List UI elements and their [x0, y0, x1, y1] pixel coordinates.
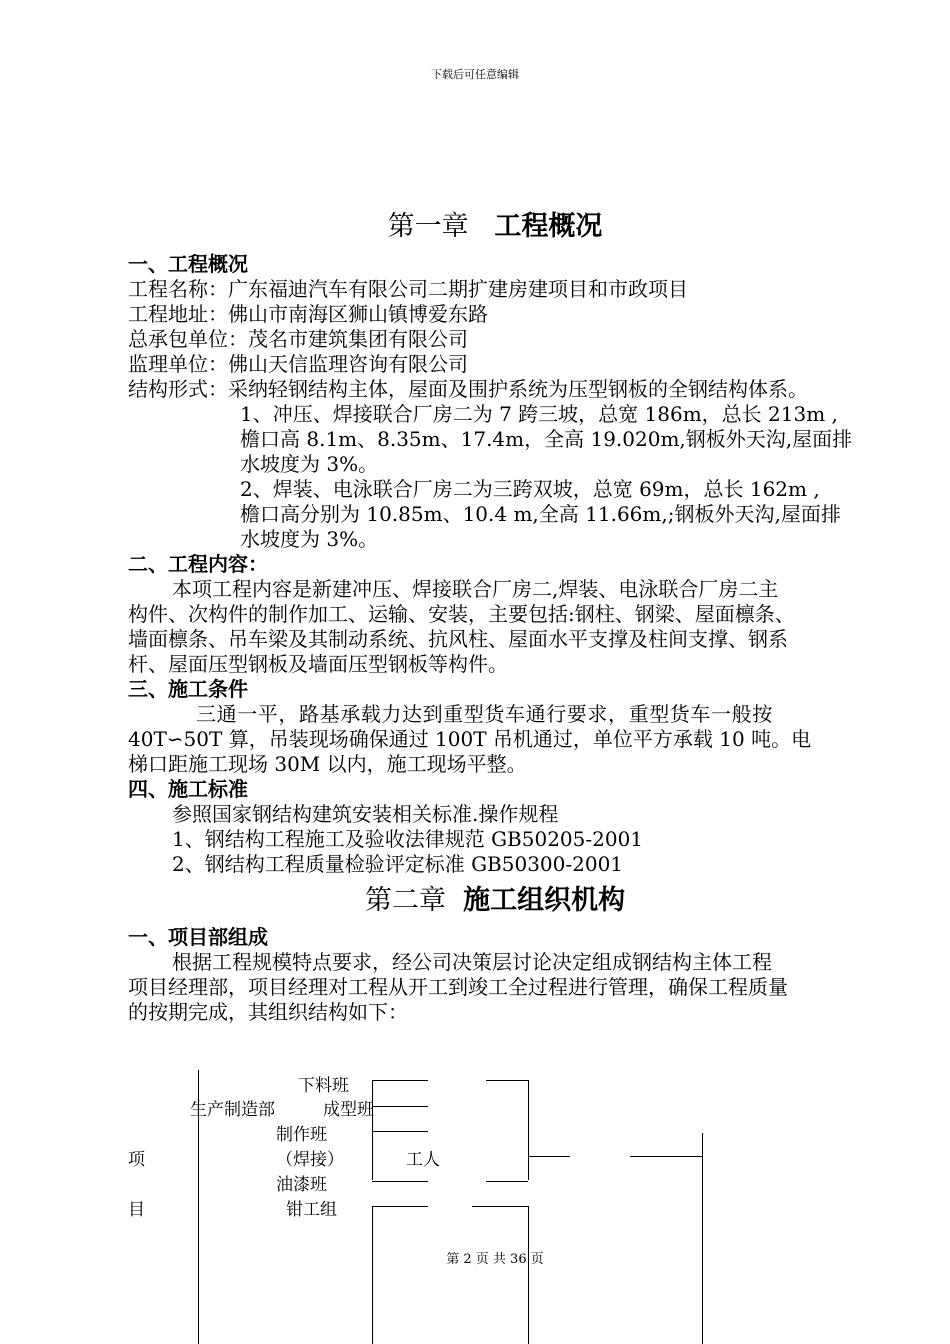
field-project-name: 工程名称：广东福迪汽车有限公司二期扩建房建项目和市政项目 — [128, 277, 688, 301]
org-team-welding-note: （焊接） — [276, 1150, 344, 1170]
structure-item-line: 水坡度为 3%。 — [240, 527, 379, 551]
paragraph-line: 墙面檩条、吊车梁及其制动系统、抗风柱、屋面水平支撑及柱间支撑、钢系 — [128, 627, 788, 651]
structure-item-line: 2、焊装、电泳联合厂房二为三跨双坡，总宽 69m，总长 162m , — [240, 477, 820, 501]
standard-line: 参照国家钢结构建筑安装相关标准.操作规程 — [172, 802, 559, 826]
org-team-forming: 成型班 — [323, 1100, 374, 1120]
org-line — [372, 1206, 373, 1344]
paragraph-line: 的按期完成，其组织结构如下： — [128, 1000, 408, 1024]
org-line — [528, 1206, 529, 1344]
standard-line: 2、钢结构工程质量检验评定标准 GB50300-2001 — [172, 852, 624, 876]
org-team-fitters: 钳工组 — [286, 1200, 337, 1220]
org-line — [528, 1156, 570, 1157]
org-line — [372, 1181, 428, 1182]
org-line — [372, 1080, 428, 1081]
field-project-address: 工程地址：佛山市南海区狮山镇博爱东路 — [128, 302, 488, 326]
chapter-1-title — [0, 204, 950, 243]
org-line — [528, 1080, 529, 1180]
page-number: 第 2 页 共 36 页 — [446, 1252, 544, 1267]
org-dept-production: 生产制造部 — [190, 1100, 275, 1120]
structure-item-line: 1、冲压、焊接联合厂房二为 7 跨三坡，总宽 186m，总长 213m , — [240, 402, 838, 426]
paragraph-line: 三通一平，路基承载力达到重型货车通行要求，重型货车一般按 — [196, 702, 773, 726]
paragraph-line: 项目经理部，项目经理对工程从开工到竣工全过程进行管理，确保工程质量 — [128, 975, 788, 999]
chapter-2-prefix: 第二章 — [364, 885, 446, 916]
org-line — [372, 1106, 428, 1107]
org-line — [486, 1181, 528, 1182]
structure-item-line: 檐口高分别为 10.85m、10.4 m,全高 11.66m,;钢板外天沟,屋面排 — [240, 502, 841, 526]
org-line — [472, 1206, 528, 1207]
structure-item-line: 水坡度为 3%。 — [240, 452, 379, 476]
paragraph-line: 杆、屋面压型钢板及墙面压型钢板等构件。 — [128, 652, 508, 676]
org-workers: 工人 — [406, 1150, 440, 1170]
org-line — [630, 1156, 702, 1157]
field-supervisor: 监理单位：佛山天信监理咨询有限公司 — [128, 352, 468, 376]
paragraph-line: 构件、次构件的制作加工、运输、安装，主要包括:钢柱、钢梁、屋面檩条、 — [128, 602, 795, 626]
section-title: 二、工程内容： — [128, 552, 268, 576]
chapter-1-main: 工程概况 — [494, 211, 603, 242]
chapter-2-title — [0, 878, 950, 917]
org-label-project-2: 目 — [128, 1200, 145, 1220]
field-general-contractor: 总承包单位：茂名市建筑集团有限公司 — [128, 327, 468, 351]
structure-item-line: 檐口高 8.1m、8.35m、17.4m，全高 19.020m,钢板外天沟,屋面排 — [240, 427, 853, 451]
org-label-project-1: 项 — [128, 1150, 145, 1170]
chapter-2-main: 施工组织机构 — [463, 885, 626, 916]
org-line — [372, 1206, 428, 1207]
section-title: 一、工程概况 — [128, 252, 248, 276]
org-team-cutting: 下料班 — [298, 1076, 349, 1096]
section-title: 一、项目部组成 — [128, 925, 268, 949]
page-header-note: 下载后可任意编辑 — [431, 68, 519, 81]
org-team-fabrication: 制作班 — [276, 1125, 327, 1145]
field-structure-form: 结构形式：采纳轻钢结构主体，屋面及围护系统为压型钢板的全钢结构体系。 — [128, 377, 808, 401]
paragraph-line: 本项工程内容是新建冲压、焊接联合厂房二,焊装、电泳联合厂房二主 — [172, 577, 779, 601]
section-title: 四、施工标准 — [128, 777, 248, 801]
paragraph-line: 根据工程规模特点要求，经公司决策层讨论决定组成钢结构主体工程 — [172, 950, 772, 974]
standard-line: 1、钢结构工程施工及验收法律规范 GB50205-2001 — [172, 827, 644, 851]
chapter-1-prefix: 第一章 — [387, 211, 469, 242]
org-line — [486, 1080, 528, 1081]
paragraph-line: 40T∽50T 算，吊装现场确保通过 100T 吊机通过，单位平方承载 10 吨。电 — [128, 727, 812, 751]
paragraph-line: 梯口距施工现场 30M 以内，施工现场平整。 — [128, 752, 527, 776]
section-title: 三、施工条件 — [128, 677, 248, 701]
org-team-painting: 油漆班 — [276, 1175, 327, 1195]
org-line — [372, 1131, 428, 1132]
org-line — [702, 1133, 703, 1344]
